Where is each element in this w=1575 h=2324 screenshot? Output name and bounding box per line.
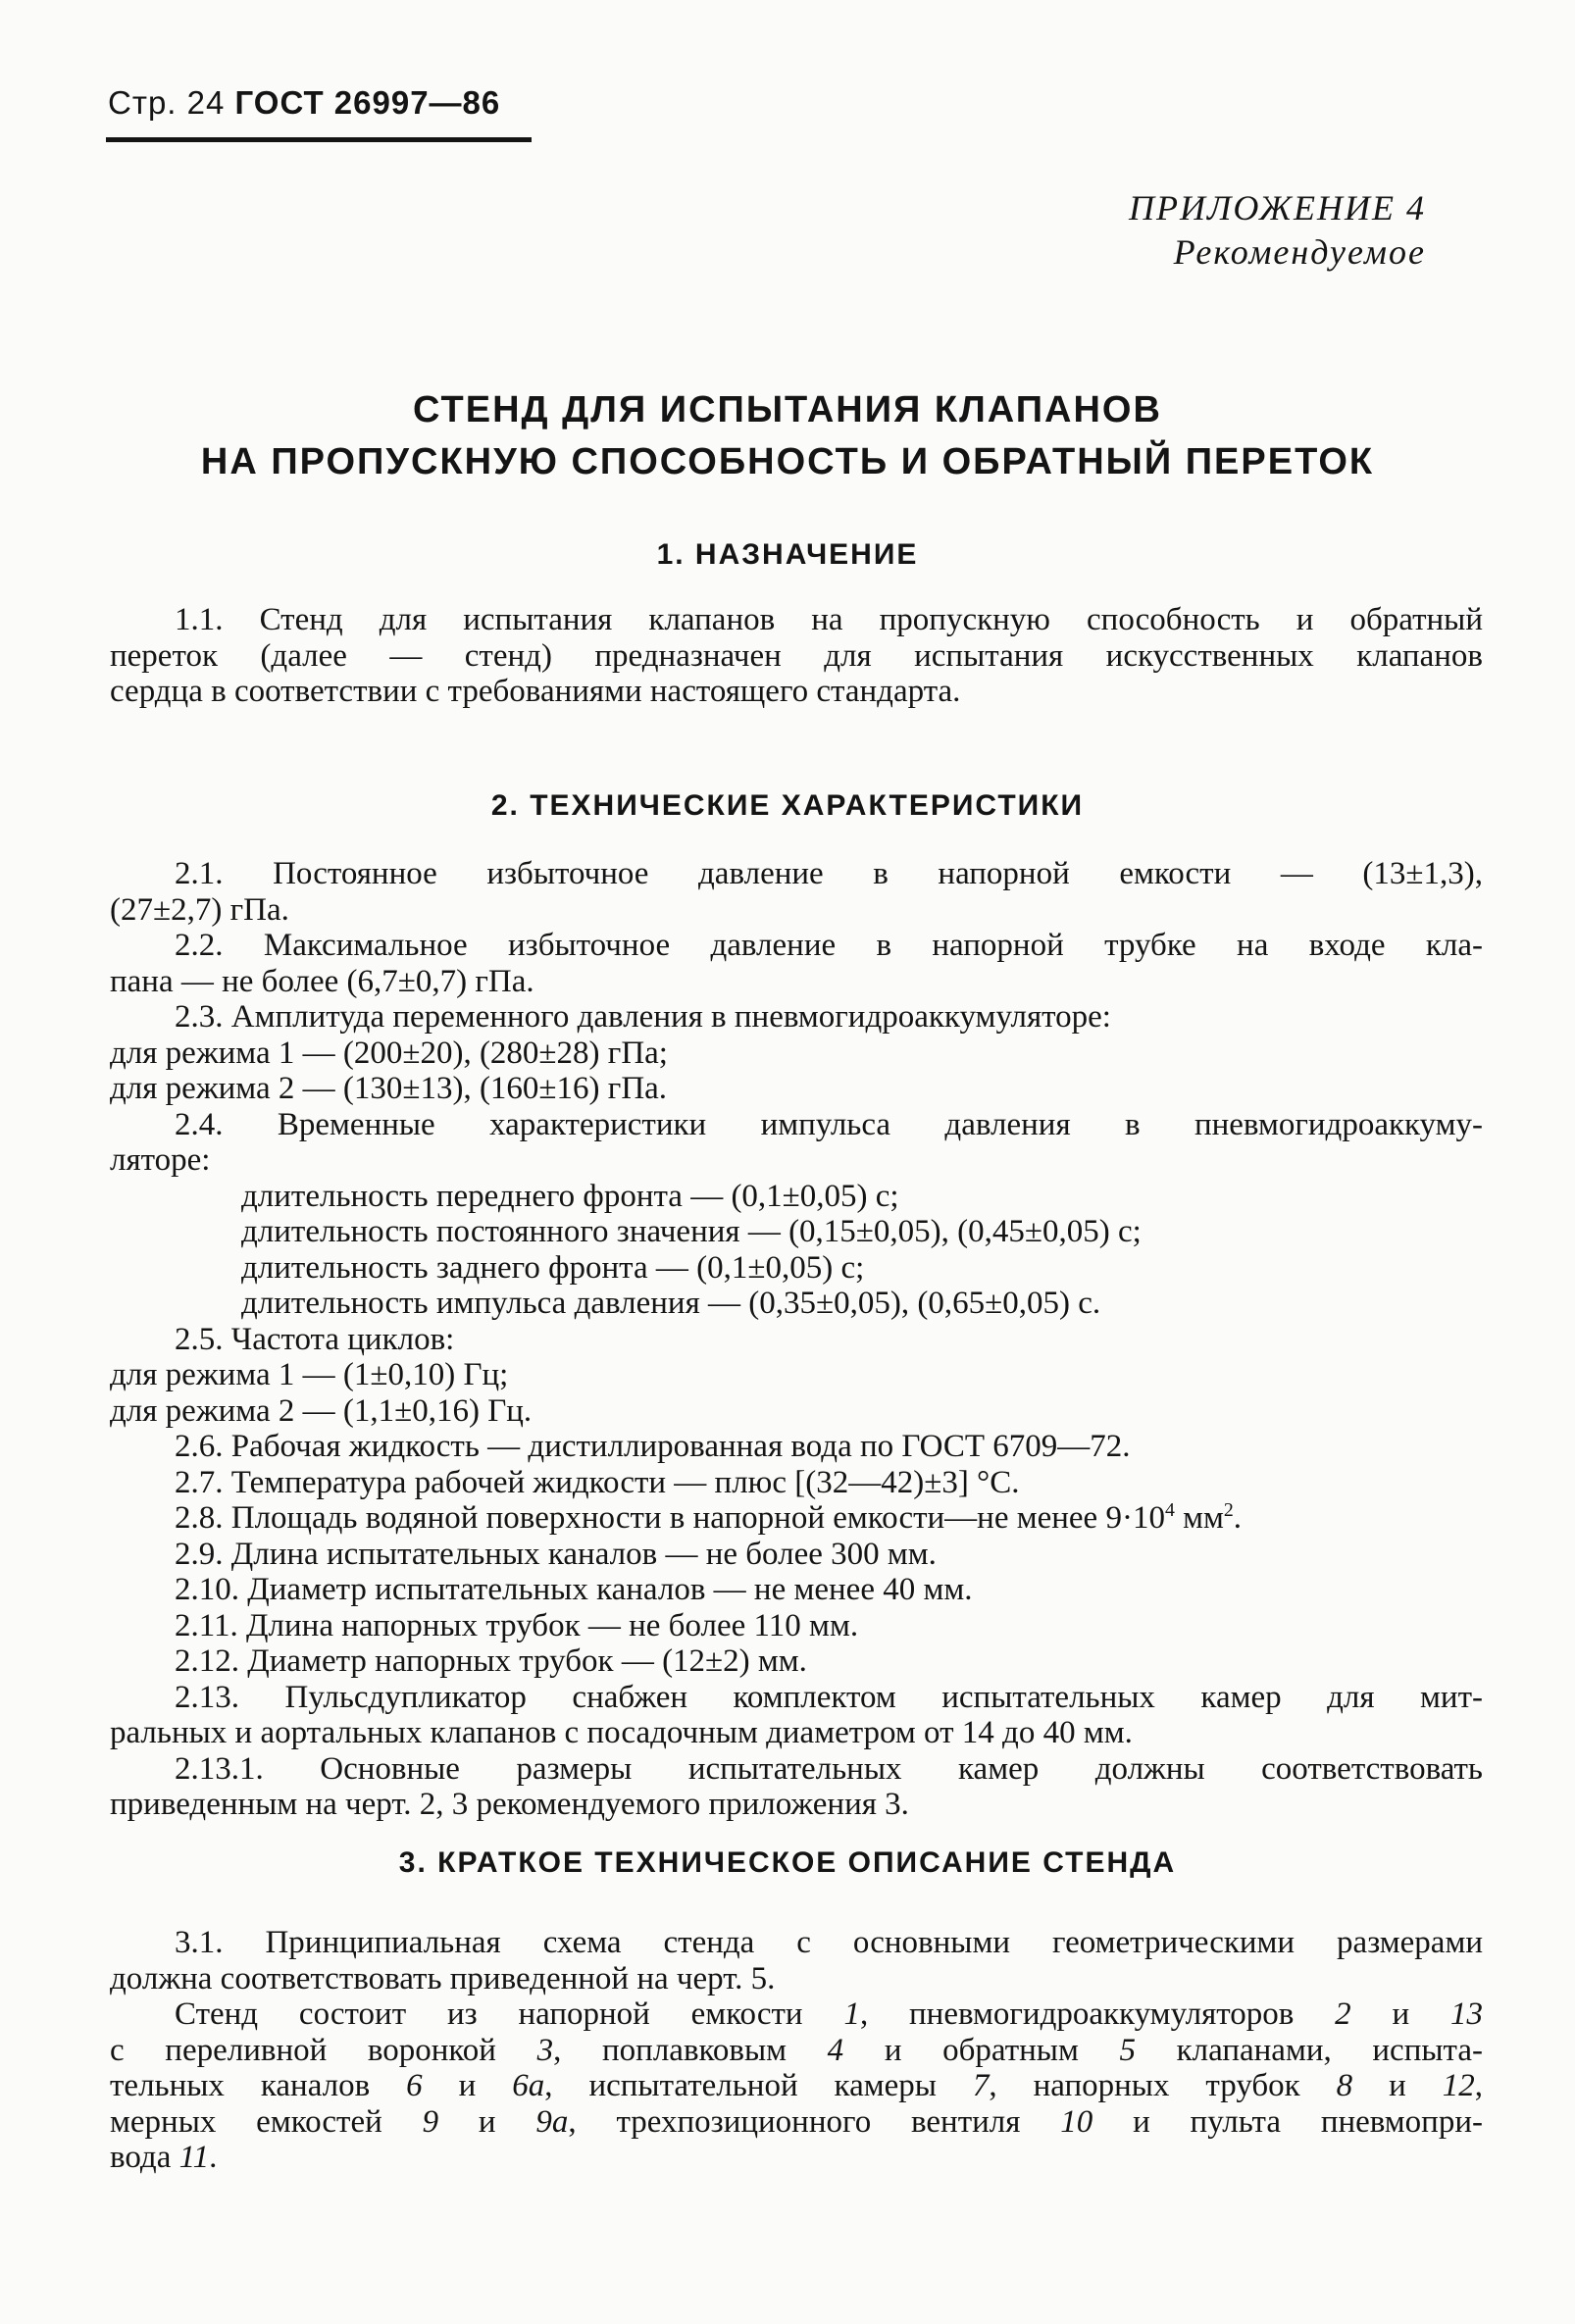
standard-number: ГОСТ 26997—86 [234,84,501,121]
area-unit: мм [1174,1500,1224,1536]
area-unit-exponent: 2 [1223,1499,1234,1521]
component-number: 2 [1335,1996,1351,2032]
paragraph-line: 2.6. Рабочая жидкость — дистиллированная вода по ГОСТ 6709—72. [175,1429,1131,1464]
area-exponent: 4 [1164,1499,1175,1521]
list-item: длительность постоянного значения — (0,15±0,05), (0,45±0,05) с; [241,1214,1142,1249]
list-item: длительность заднего фронта — (0,1±0,05) с; [241,1249,865,1286]
text-run: , трехпозиционного вентиля [568,2103,1061,2140]
paragraph-line: сердца в соответствии с требованиями настоящего стандарта. [110,674,961,709]
text-run: мерных емкостей [110,2103,423,2140]
list-item: для режима 1 — (1±0,10) Гц; [110,1357,509,1392]
paragraph-line: 2.7. Температура рабочей жидкости — плюс [(32—42)±3] °С. [175,1464,1020,1500]
paragraph-line [110,1996,1483,2033]
title-line-1: СТЕНД ДЛЯ ИСПЫТАНИЯ КЛАПАНОВ [413,389,1162,430]
component-number: 11 [178,2140,210,2175]
text-run: с переливной воронкой [110,2032,537,2068]
paragraph-line: должна соответствовать приведенной на черт. 5. [110,1960,776,1996]
section-2-body [110,856,1483,1823]
section-1-body [110,602,1483,710]
list-item: длительность переднего фронта — (0,1±0,05) с; [241,1178,899,1214]
title-line-2: НА ПРОПУСКНУЮ СПОСОБНОСТЬ И ОБРАТНЫЙ ПЕРЕТОК [200,441,1375,482]
component-number: 6 [406,2068,423,2103]
paragraph-line: 2.10. Диаметр испытательных каналов — не менее 40 мм. [175,1572,973,1607]
paragraph-line: 2.1. Постоянное избыточное давление в напорной емкости — (13±1,3), [175,856,1483,891]
paragraph-line [110,2068,1483,2104]
component-number: 10 [1060,2103,1093,2140]
paragraph-line [110,1500,1483,1537]
paragraph-line [110,2140,1483,2176]
text-run: и [422,2068,513,2103]
component-number: 13 [1450,1996,1483,2032]
paragraph-line: (27±2,7) гПа. [110,891,289,928]
text-run: Стенд состоит из напорной емкости [175,1996,844,2032]
component-number: 3 [536,2032,554,2068]
text-run: вода [110,2140,179,2175]
paragraph-line: ральных и аортальных клапанов с посадочным диаметром от 14 до 40 мм. [110,1715,1133,1750]
text-run: клапанами, испыта- [1135,2032,1483,2068]
appendix-label [739,186,1426,275]
text-run: и пульта пневмопри- [1092,2103,1483,2140]
component-number: 8 [1336,2068,1353,2103]
text-run: , пневмогидроаккумуляторов [859,1996,1336,2032]
paragraph-line [110,2033,1483,2069]
text-run: . [209,2140,218,2175]
paragraph-line: 2.3. Амплитуда переменного давления в пневмогидроаккумуляторе: [175,999,1111,1035]
section-1-heading: 1. НАЗНАЧЕНИЕ [656,538,919,571]
area-end: . [1233,1500,1242,1536]
paragraph-line: пана — не более (6,7±0,7) гПа. [110,963,534,999]
paragraph-line: 1.1. Стенд для испытания клапанов на пропускную способность и обратный [175,602,1483,637]
paragraph-line: приведенным на черт. 2, 3 рекомендуемого приложения 3. [110,1787,909,1822]
text-run: , напорных трубок [989,2068,1337,2103]
paragraph-line: 2.4. Временные характеристики импульса давления в пневмогидроаккуму- [175,1106,1483,1142]
paragraph-line: 3.1. Принципиальная схема стенда с основными геометрическими размерами [175,1925,1483,1960]
text-run: , [1474,2068,1483,2103]
paragraph-line: 2.13. Пульсдупликатор снабжен комплектом испытательных камер для мит- [175,1679,1483,1715]
text-run: и [438,2103,536,2140]
component-number: 6а [512,2068,545,2103]
paragraph-line: 2.13.1. Основные размеры испытательных камер должны соответствовать [175,1750,1483,1787]
document-title [98,384,1477,488]
text-run: , испытательной камеры [544,2068,973,2103]
paragraph-line: 2.9. Длина испытательных каналов — не более 300 мм. [175,1536,937,1572]
paragraph-line: ляторе: [110,1142,211,1178]
section-3-body [110,1925,1483,2176]
paragraph-line [110,2104,1483,2141]
list-item: для режима 1 — (200±20), (280±28) гПа; [110,1035,668,1071]
text-run: тельных каналов [110,2068,407,2103]
appendix-number: ПРИЛОЖЕНИЕ 4 [1129,188,1426,227]
running-header [108,84,500,122]
appendix-status: Рекомендуемое [1173,232,1426,272]
list-item: для режима 2 — (1,1±0,16) Гц. [110,1392,533,1429]
paragraph-line: 2.12. Диаметр напорных трубок — (12±2) мм. [175,1643,807,1679]
area-text: 2.8. Площадь водяной поверхности в напорной емкости—не менее 9·10 [175,1500,1165,1536]
component-number: 9 [422,2103,439,2140]
paragraph-line: переток (далее — стенд) предназначен для испытания искусственных клапанов [110,637,1483,674]
page-number: Стр. 24 [108,84,226,121]
paragraph-line: 2.5. Частота циклов: [175,1321,455,1357]
list-item: для режима 2 — (130±13), (160±16) гПа. [110,1071,668,1106]
text-run: и [1352,2068,1443,2103]
text-run: и обратным [843,2032,1120,2068]
section-2-heading: 2. ТЕХНИЧЕСКИЕ ХАРАКТЕРИСТИКИ [490,789,1085,822]
component-number: 4 [827,2032,844,2068]
text-run: и [1350,1996,1450,2032]
paragraph-line: 2.2. Максимальное избыточное давление в напорной трубке на входе кла- [175,928,1483,963]
component-number: 5 [1119,2032,1136,2068]
component-number: 9а [535,2103,569,2140]
component-number: 7 [972,2068,990,2103]
text-run: , поплавковым [553,2032,828,2068]
section-3-heading: 3. КРАТКОЕ ТЕХНИЧЕСКОЕ ОПИСАНИЕ СТЕНДА [398,1846,1177,1879]
header-rule [106,137,532,142]
component-number: 1 [843,1996,860,2032]
list-item: длительность импульса давления — (0,35±0,05), (0,65±0,05) с. [241,1286,1101,1321]
component-number: 12 [1442,2068,1475,2103]
paragraph-line: 2.11. Длина напорных трубок — не более 110 мм. [175,1607,859,1643]
